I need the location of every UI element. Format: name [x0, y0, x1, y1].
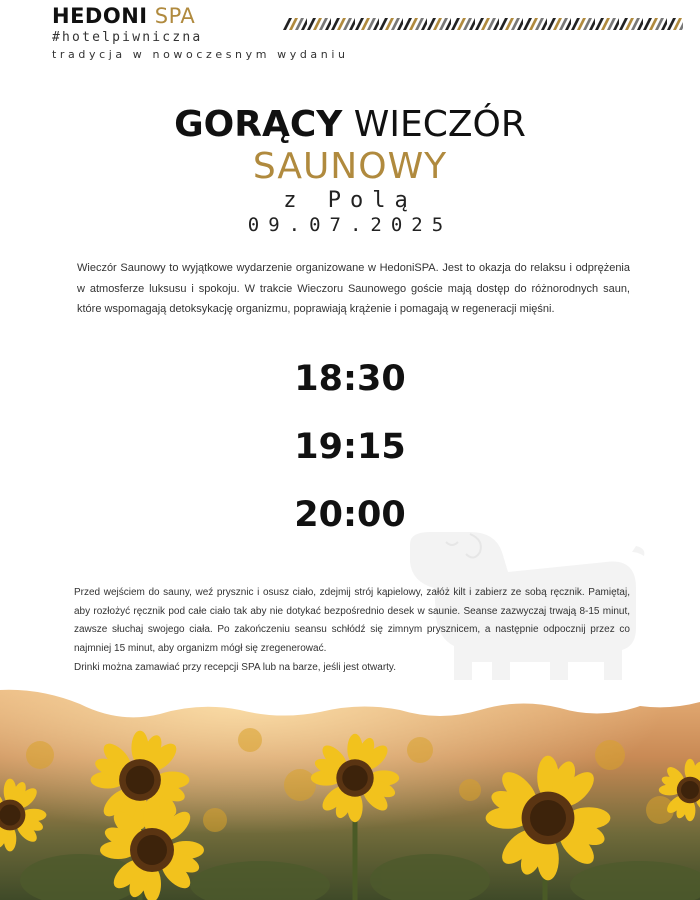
session-time: 20:00: [294, 495, 406, 535]
instructions-text: Przed wejściem do sauny, weź prysznic i osusz ciało, zdejmij strój kąpielowy, załóż kilt i zabierz ze sobą ręcznik. Pamiętaj, aby rozłożyć ręcznik pod całe ciało tak aby nie dotykać bezpośrednio desek w saunie. Seanse zazwyczaj trwają 8-15 minut, zawsze słuchaj swojego ciała. Po zakończeniu seansu schłódź się zimnym prysznicem, a następnie odpocznij przez co najmniej 15 minut, aby organizm mógł się zregenerować.: [74, 587, 630, 655]
event-title-line2: SAUNOWY: [252, 146, 448, 187]
brand-block: [52, 4, 202, 45]
event-title-light: WIECZÓR: [353, 104, 526, 145]
event-title-bold: GORĄCY: [174, 104, 343, 145]
brand-name-light: SPA: [154, 4, 196, 28]
sunflower-field-image: [0, 680, 700, 900]
session-times: [0, 352, 700, 556]
decorative-pattern: [283, 18, 683, 30]
event-host: z Polą: [283, 188, 417, 213]
brand-logo: [52, 4, 202, 28]
event-date: 09.07.2025: [247, 214, 453, 236]
tagline: tradycja w nowoczesnym wydaniu: [52, 48, 349, 61]
drinks-note: Drinki można zamawiać przy recepcji SPA lub na barze, jeśli jest otwarty.: [74, 661, 396, 673]
hashtag: #hotelpiwniczna: [52, 30, 203, 45]
intro-paragraph: Wieczór Saunowy to wyjątkowe wydarzenie organizowane w HedoniSPA. Jest to okazja do relaksu i odprężenia w atmosferze luksusu i spokoju. W trakcie Wieczoru Saunowego goście mają dostęp do różnorodnych saun, które wspomagają detoksykację organizmu, poprawiają krążenie i pomagają w regeneracji mięśni.: [77, 262, 630, 315]
session-time: 18:30: [294, 359, 406, 399]
session-time: 19:15: [294, 427, 406, 467]
event-title-line1: [0, 104, 700, 146]
instructions: [74, 584, 630, 678]
brand-name-bold: HEDONI: [52, 4, 148, 28]
